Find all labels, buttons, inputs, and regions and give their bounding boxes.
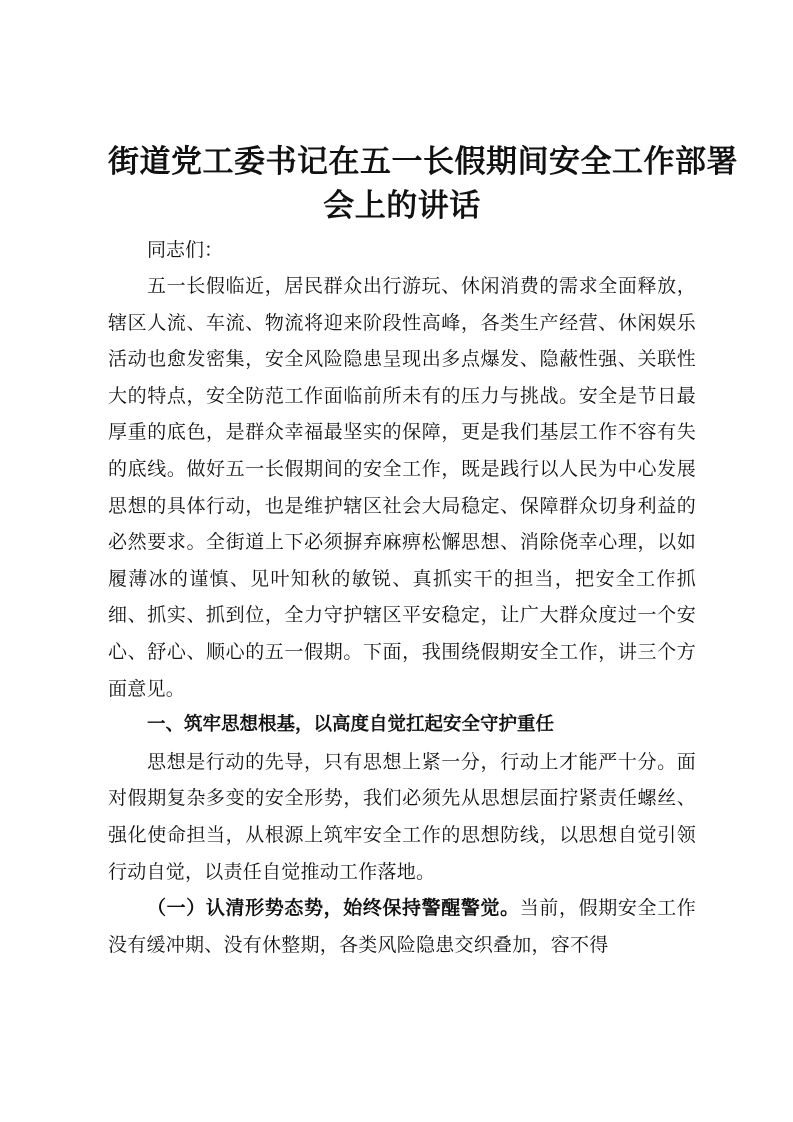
section-1-heading: 一、筑牢思想根基，以高度自觉扛起安全守护重任: [147, 714, 555, 736]
document-title: [108, 140, 738, 228]
subsection-1-text: 当前，假期安全工作没有缓冲期、没有休整期，各类风险隐患交织叠加，容不得: [108, 897, 696, 956]
section-1-paragraph: 思想是行动的先导，只有思想上紧一分，行动上才能严十分。面对假期复杂多变的安全形势，我们必须先从思想层面拧紧责任螺丝、强化使命担当，从根源上筑牢安全工作的思想防线，以思想自觉引领行动自觉，以责任自觉推动工作落地。: [108, 750, 696, 883]
intro-paragraph: 五一长假临近，居民群众出行游玩、休闲消费的需求全面释放，辖区人流、车流、物流将迎来阶段性高峰，各类生产经营、休闲娱乐活动也愈发密集，安全风险隐患呈现出多点爆发、隐蔽性强、关联性大的特点，安全防范工作面临前所未有的压力与挑战。安全是节日最厚重的底色，是群众幸福最坚实的保障，更是我们基层工作不容有失的底线。做好五一长假期间的安全工作，既是践行以人民为中心发展思想的具体行动，也是维护辖区社会大局稳定、保障群众切身利益的必然要求。全街道上下必须摒弃麻痹松懈思想、消除侥幸心理，以如履薄冰的谨慎、见叶知秋的敏锐、真抓实干的担当，把安全工作抓细、抓实、抓到位，全力守护辖区平安稳定，让广大群众度过一个安心、舒心、顺心的五一假期。下面，我围绕假期安全工作，讲三个方面意见。: [108, 275, 696, 700]
salutation: 同志们：: [147, 239, 224, 261]
subsection-1-lead: （一）认清形势态势，始终保持警醒警觉。: [147, 897, 520, 920]
title-line-1: 街道党工委书记在五一长假期间安全工作部署: [108, 144, 738, 180]
document-page: [108, 140, 738, 963]
title-line-2: 会上的讲话: [323, 188, 481, 224]
subsection-1-paragraph: [108, 890, 696, 963]
